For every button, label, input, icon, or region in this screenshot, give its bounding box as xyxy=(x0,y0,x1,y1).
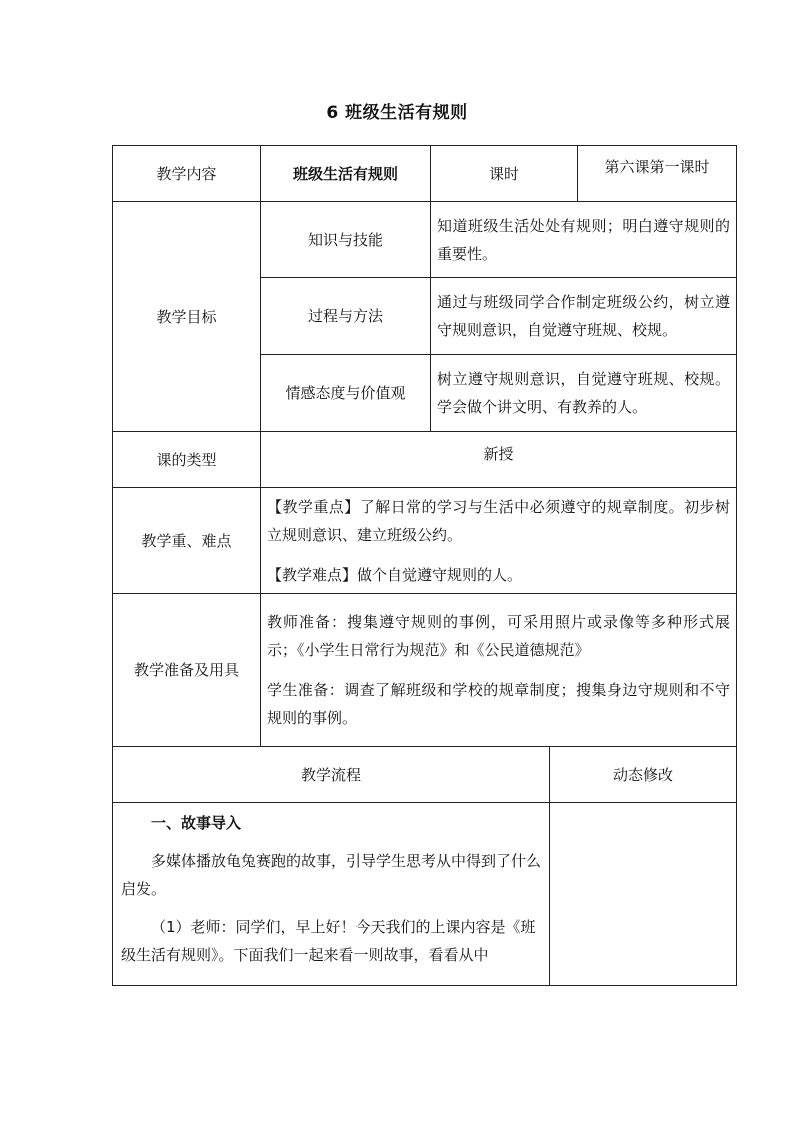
goals-label: 教学目标 xyxy=(113,202,261,432)
lesson-type-label: 课的类型 xyxy=(113,432,261,488)
row-key-points xyxy=(113,488,737,594)
content-label: 教学内容 xyxy=(113,146,261,202)
row-lesson-type xyxy=(113,432,737,488)
flow-content xyxy=(113,803,550,986)
key-focus: 【教学重点】了解日常的学习与生活中必须遵守的规章制度。初步树立规则意识、建立班级公约。 xyxy=(267,497,731,544)
flow-header-process: 教学流程 xyxy=(113,747,550,803)
goal-name-1: 知识与技能 xyxy=(261,202,431,278)
period-label: 课时 xyxy=(431,146,578,202)
lesson-type-value: 新授 xyxy=(261,432,737,488)
key-points-content xyxy=(261,488,737,594)
goal-row-1 xyxy=(113,202,737,278)
flow-section-1: 一、故事导入 xyxy=(151,814,242,832)
goal-name-3: 情感态度与价值观 xyxy=(261,355,431,432)
preparation-content xyxy=(261,594,737,747)
key-difficulty: 【教学难点】做个自觉遵守规则的人。 xyxy=(267,565,523,584)
page-title: 6 班级生活有规则 xyxy=(326,103,468,123)
content-value: 班级生活有规则 xyxy=(261,146,431,202)
row-preparation xyxy=(113,594,737,747)
student-preparation: 学生准备：调查了解班级和学校的规章制度；搜集身边守规则和不守规则的事例。 xyxy=(267,681,731,727)
goal-text-1: 知道班级生活处处有规则；明白遵守规则的重要性。 xyxy=(431,202,737,278)
row-flow-content xyxy=(113,803,737,986)
flow-paragraph-2: （1）老师：同学们，早上好！今天我们的上课内容是《班级生活有规则》。下面我们一起来看一则故事，看看从中 xyxy=(121,918,536,964)
row-flow-header xyxy=(113,747,737,803)
goal-name-2: 过程与方法 xyxy=(261,278,431,355)
goal-text-2: 通过与班级同学合作制定班级公约，树立遵守规则意识，自觉遵守班规、校规。 xyxy=(431,278,737,355)
lesson-plan-table xyxy=(112,145,737,986)
preparation-label: 教学准备及用具 xyxy=(113,594,261,747)
flow-paragraph-1: 多媒体播放龟兔赛跑的故事，引导学生思考从中得到了什么启发。 xyxy=(121,852,542,898)
goal-text-3: 树立遵守规则意识，自觉遵守班规、校规。学会做个讲文明、有教养的人。 xyxy=(431,355,737,432)
revision-cell xyxy=(550,803,737,986)
period-value: 第六课第一课时 xyxy=(578,146,737,202)
key-points-label: 教学重、难点 xyxy=(113,488,261,594)
flow-header-revision: 动态修改 xyxy=(550,747,737,803)
teacher-preparation: 教师准备：搜集遵守规则的事例，可采用照片或录像等多种形式展示；《小学生日常行为规范》和《公民道德规范》 xyxy=(267,613,731,659)
row-content xyxy=(113,146,737,202)
